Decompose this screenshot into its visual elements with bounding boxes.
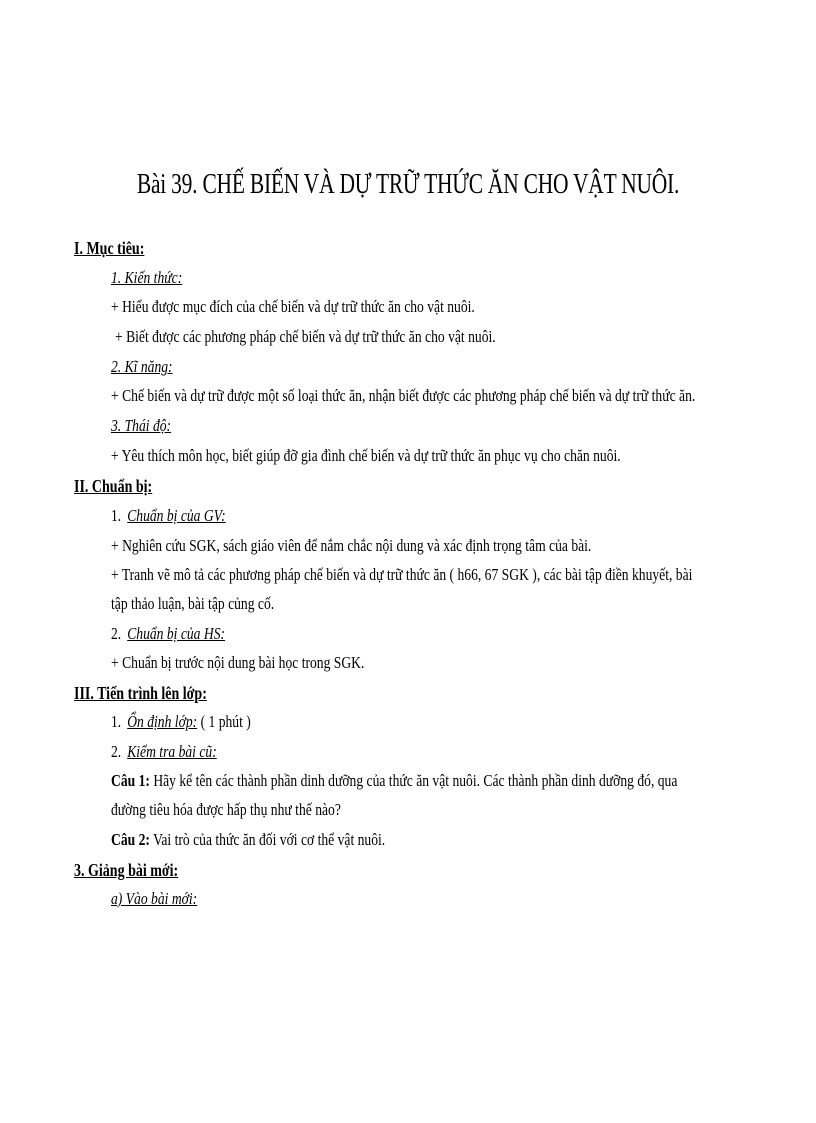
- subheading-attitude: 3. Thái độ:: [111, 416, 172, 435]
- section-heading-new-lesson: 3. Giảng bài mới:: [74, 860, 179, 880]
- step-2-label: Kiểm tra bài cũ:: [127, 742, 217, 761]
- prep-teacher-item-1: + Nghiên cứu SGK, sách giáo viên để nắm chắc nội dung và xác định trọng tâm của bài.: [111, 536, 592, 555]
- prep-student-item: + Chuẩn bị trước nội dung bài học trong SGK.: [111, 653, 365, 672]
- question-1-line-1: [111, 771, 677, 791]
- question-2-text: Vai trò của thức ăn đối với cơ thể vật nuôi.: [149, 830, 386, 849]
- prep-teacher-number: 1.: [111, 506, 122, 525]
- knowledge-item-1: + Hiểu được mục đích của chế biến và dự trữ thức ăn cho vật nuôi.: [111, 297, 475, 316]
- page-title: Bài 39. CHẾ BIẾN VÀ DỰ TRỮ THỨC ĂN CHO VẬT NUÔI.: [136, 168, 680, 200]
- section-heading-objectives: I. Mục tiêu:: [74, 238, 145, 258]
- section-heading-procedure: III. Tiến trình lên lớp:: [74, 683, 207, 703]
- question-1-label: Câu 1:: [111, 771, 150, 790]
- skills-item: + Chế biến và dự trữ được một số loại thức ăn, nhận biết được các phương pháp chế biến và dự trữ thức ăn.: [111, 386, 696, 405]
- question-1-text: Hãy kể tên các thành phần dinh dưỡng của thức ăn vật nuôi. Các thành phần dinh dưỡng đó, qua: [149, 771, 678, 790]
- step-1-label: Ổn định lớp:: [127, 712, 198, 731]
- prep-student-number: 2.: [111, 624, 122, 643]
- subheading-skills: 2. Kĩ năng:: [111, 357, 173, 376]
- prep-student-subheading: [111, 624, 225, 644]
- step-1-number: 1.: [111, 712, 122, 731]
- subheading-introduction: a) Vào bài mới:: [111, 889, 198, 908]
- step-2-number: 2.: [111, 742, 122, 761]
- step-class-organization: [111, 712, 251, 732]
- subheading-knowledge: 1. Kiến thức:: [111, 268, 183, 287]
- prep-teacher-item-2-line-1: + Tranh vẽ mô tả các phương pháp chế biến và dự trữ thức ăn ( h66, 67 SGK ), các bài tập điền khuyết, bài: [111, 565, 693, 584]
- prep-teacher-subheading: [111, 506, 226, 526]
- question-2: [111, 830, 385, 850]
- step-1-time: ( 1 phút ): [197, 712, 251, 731]
- knowledge-item-2: + Biết được các phương pháp chế biến và dự trữ thức ăn cho vật nuôi.: [115, 327, 496, 346]
- question-1-line-2: đường tiêu hóa được hấp thụ như thế nào?: [111, 800, 341, 819]
- attitude-item: + Yêu thích môn học, biết giúp đỡ gia đình chế biến và dự trữ thức ăn phục vụ cho chăn nuôi.: [111, 446, 621, 465]
- question-2-label: Câu 2:: [111, 830, 150, 849]
- step-review: [111, 742, 217, 762]
- prep-student-label: Chuẩn bị của HS:: [127, 624, 226, 643]
- prep-teacher-item-2-line-2: tập thảo luận, bài tập củng cố.: [111, 594, 275, 613]
- prep-teacher-label: Chuẩn bị của GV:: [127, 506, 226, 525]
- section-heading-preparation: II. Chuẩn bị:: [74, 476, 153, 496]
